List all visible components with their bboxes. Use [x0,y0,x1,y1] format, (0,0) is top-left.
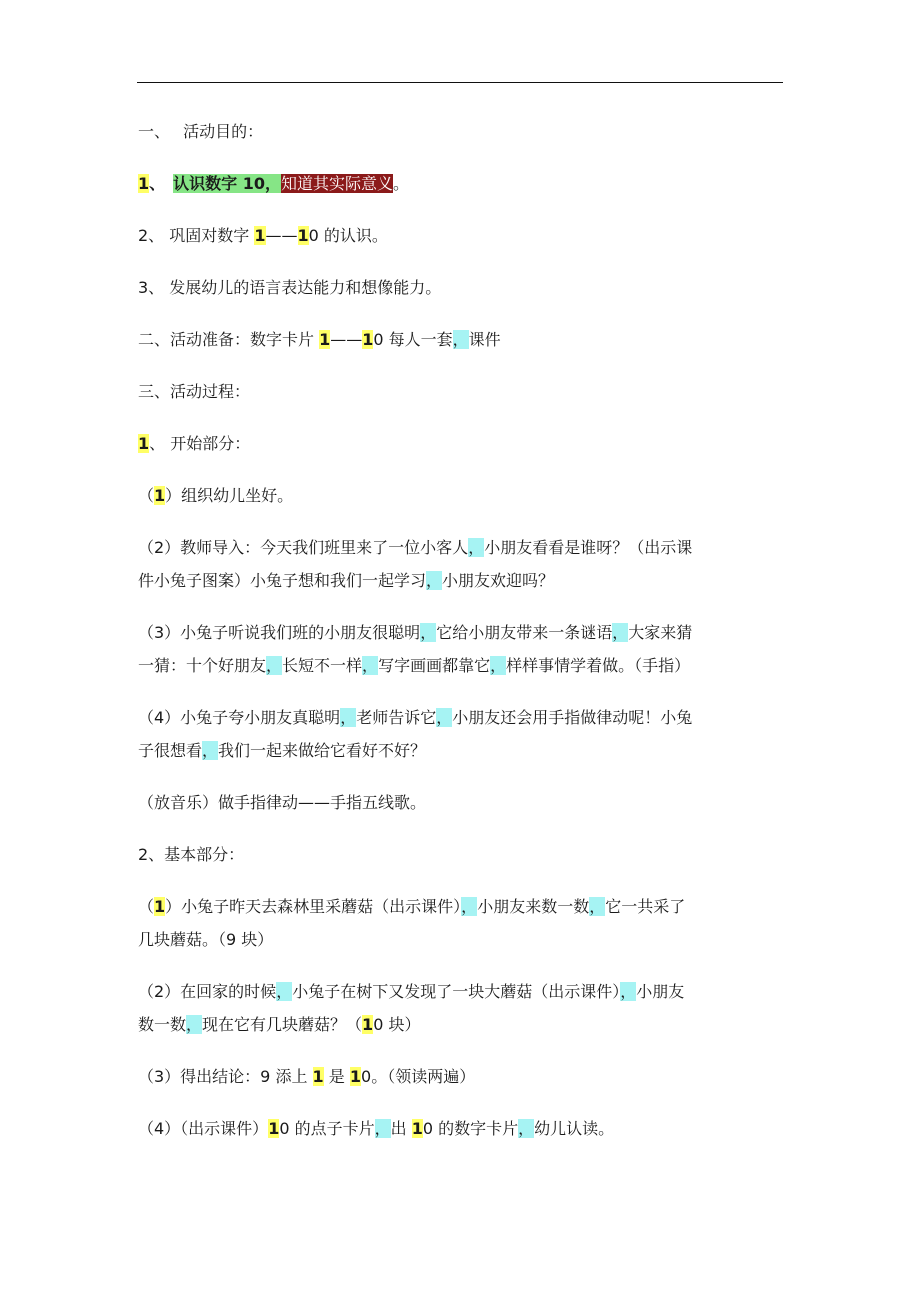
text: 子很想看 [138,741,203,760]
text: —— [265,226,298,245]
highlight-yellow: 1 [319,330,331,349]
line [138,649,788,682]
highlight-yellow: 1 [154,897,166,916]
basic-step-4 [138,1112,788,1145]
header-rule [137,82,783,83]
highlight-yellow: 1 [154,486,166,505]
text: （2）在回家的时候 [138,982,277,1001]
text: 、 开始部分： [149,434,251,453]
text: 0 的认识。 [308,226,388,245]
basic-step-2 [138,975,788,1041]
highlight-cyan: ， [518,1119,535,1138]
text: 现在它有几块蘑菇？（ [202,1015,363,1034]
music-activity [138,786,788,819]
highlight-cyan: ， [202,741,219,760]
goal-item-1 [138,167,788,200]
highlight-cyan: ， [452,330,469,349]
text: 几块蘑菇。（9 块） [138,930,274,949]
text: 数一数 [138,1015,187,1034]
text: ）小兔子昨天去森林里采蘑菇（出示课件） [165,897,462,916]
text: （4）小兔子夸小朋友真聪明 [138,708,341,727]
highlight-cyan: ， [468,538,485,557]
text: 小朋友看看是谁呀？（出示课 [484,538,693,557]
highlight-yellow: 1 [312,1067,324,1086]
highlight-yellow: 1 [254,226,266,245]
text: 小朋友来数一数 [477,897,590,916]
line [138,701,788,734]
text: 二、活动准备：数字卡片 [138,330,320,349]
text: 2、 巩固对数字 [138,226,255,245]
text: 它给小朋友带来一条谜语 [436,623,613,642]
highlight-cyan: ， [362,656,379,675]
separator: 、 [149,174,158,193]
line [138,734,788,767]
text: 是 [323,1067,350,1086]
highlight-cyan: ， [620,982,637,1001]
highlight-yellow: 1 [138,434,150,453]
text: 写字画画都靠它 [378,656,491,675]
text: —— [330,330,363,349]
step-2 [138,531,788,597]
line [138,923,788,956]
highlight-yellow: 1 [138,174,150,193]
highlight-yellow: 1 [362,330,374,349]
line [138,1008,788,1041]
highlight-cyan: ， [490,656,507,675]
text: 3、 发展幼儿的语言表达能力和想像能力。 [138,278,442,297]
text: 课件 [468,330,501,349]
text: 我们一起来做给它看好不好？ [218,741,427,760]
highlight-cyan: ， [374,1119,391,1138]
highlight-yellow: 1 [362,1015,374,1034]
step-4 [138,701,788,767]
text: 小兔子在树下又发现了一块大蘑菇（出示课件） [292,982,621,1001]
text: 2、基本部分： [138,845,245,864]
text: 0 块） [373,1015,421,1034]
text: （4）（出示课件） [138,1119,269,1138]
line [138,890,788,923]
highlight-cyan: ， [589,897,606,916]
text: ）组织幼儿坐好。 [165,486,294,505]
preparation [138,323,788,356]
highlight-cyan: ， [266,656,283,675]
line [138,564,788,597]
text: 0。（领读两遍） [361,1067,476,1086]
text: 0 的点子卡片 [279,1119,375,1138]
highlight-yellow: 1 [268,1119,280,1138]
step-3 [138,616,788,682]
highlight-cyan: ， [461,897,478,916]
text: 大家来猜 [628,623,693,642]
line [138,616,788,649]
text: 小朋友还会用手指做律动呢！小兔 [452,708,693,727]
highlight-cyan: ， [420,623,437,642]
step-1 [138,479,788,512]
goal-item-2 [138,219,788,252]
text: 一猜：十个好朋友 [138,656,267,675]
highlight-cyan: ， [426,571,443,590]
goal-item-3 [138,271,788,304]
highlight-cyan: ， [186,1015,203,1034]
text: 长短不一样 [282,656,363,675]
text: 老师告诉它 [356,708,437,727]
highlight-yellow: 1 [349,1067,362,1086]
text: 出 [390,1119,412,1138]
text: 幼儿认读。 [534,1119,615,1138]
text: 三、活动过程： [138,382,251,401]
text: 小朋友欢迎吗？ [442,571,555,590]
basic-step-3 [138,1060,788,1093]
goal-heading-text: 一、 活动目的： [138,122,264,141]
highlight-cyan: ， [340,708,357,727]
highlight-yellow: 1 [297,226,309,245]
text: 0 每人一套 [373,330,453,349]
text: （3）得出结论：9 添上 [138,1067,313,1086]
text: 它一共采了 [605,897,686,916]
text: 小朋友 [636,982,685,1001]
highlight-cyan: ， [276,982,293,1001]
highlight-cyan: ， [612,623,629,642]
text: 样样事情学着做。（手指） [506,656,691,675]
text: （放音乐）做手指律动——手指五线歌。 [138,793,427,812]
highlight-cyan: ， [436,708,453,727]
text: （ [138,486,155,505]
highlight-green: 认识数字 10， [173,174,282,193]
goal-heading [138,115,788,148]
text: （3）小兔子听说我们班的小朋友很聪明 [138,623,421,642]
highlight-red: 知道其实际意义 [281,174,394,193]
basic-heading [138,838,788,871]
highlight-yellow: 1 [411,1119,423,1138]
line [138,975,788,1008]
lesson-plan-document [138,115,788,1164]
text: 0 的数字卡片 [422,1119,519,1138]
process-part-1 [138,427,788,460]
text: （ [138,897,155,916]
text: （2）教师导入：今天我们班里来了一位小客人 [138,538,469,557]
line [138,531,788,564]
process-heading [138,375,788,408]
period: 。 [393,174,410,193]
text: 件小兔子图案）小兔子想和我们一起学习 [138,571,427,590]
basic-step-1 [138,890,788,956]
